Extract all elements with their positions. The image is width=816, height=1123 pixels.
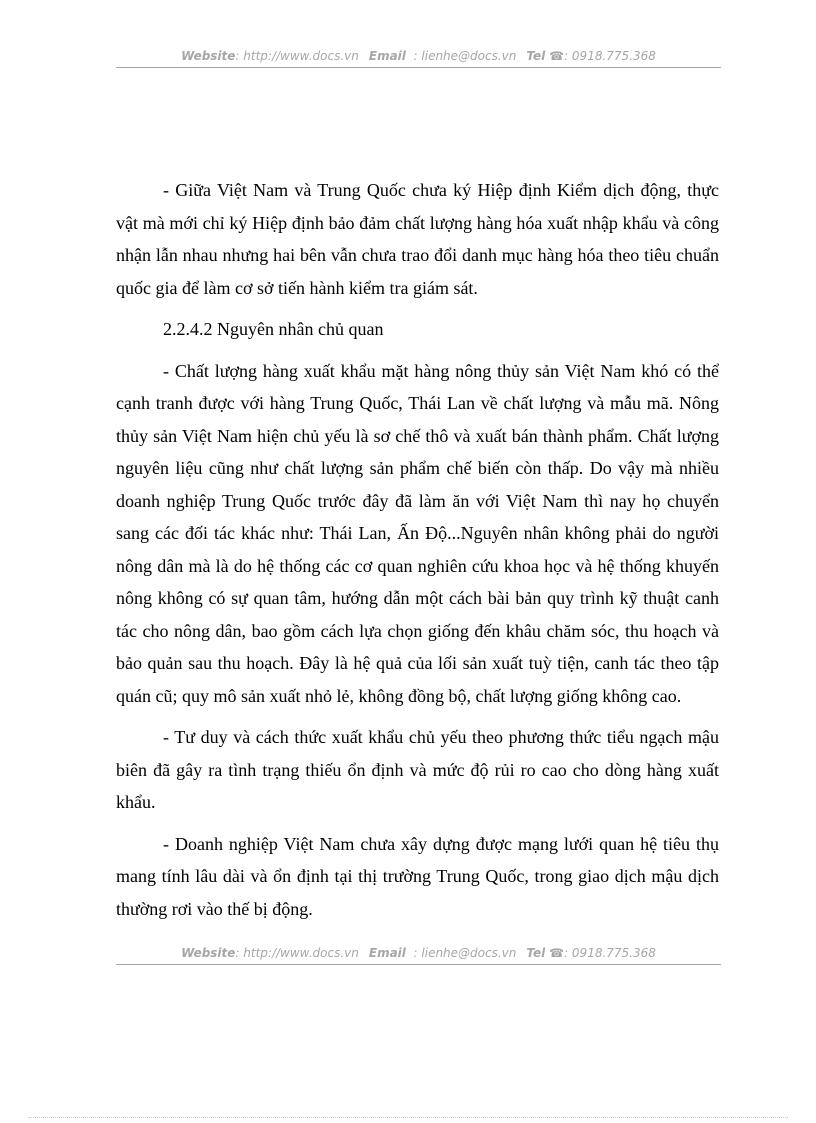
page-header xyxy=(116,47,721,68)
paragraph-4: - Doanh nghiệp Việt Nam chưa xây dựng được mạng lưới quan hệ tiêu thụ mang tính lâu dài và ổn định tại thị trường Trung Quốc, trong giao dịch mậu dịch thường rơi vào thế bị động. xyxy=(116,833,719,919)
header-website-label: Website xyxy=(181,49,236,63)
page-bottom-border xyxy=(28,1117,788,1118)
phone-icon: ☎ xyxy=(549,49,565,63)
header-email-label: Email xyxy=(368,49,406,63)
footer-tel-label: Tel xyxy=(526,946,546,960)
document-body xyxy=(116,174,719,934)
footer-email-value: : lienhe@docs.vn xyxy=(413,946,517,960)
paragraph-2: - Chất lượng hàng xuất khẩu mặt hàng nông thủy sản Việt Nam khó có thể cạnh tranh được với hàng Trung Quốc, Thái Lan về chất lượng và mẫu mã. Nông thủy sản Việt Nam hiện chủ yếu là sơ chế thô và xuất bán thành phẩm. Chất lượng nguyên liệu cũng như chất lượng sản phẩm chế biến còn thấp. Do vậy mà nhiều doanh nghiệp Trung Quốc trước đây đã làm ăn với Việt Nam thì nay họ chuyển sang các đối tác khác như: Thái Lan, Ấn Độ...Nguyên nhân không phải do người nông dân mà là do hệ thống các cơ quan nghiên cứu khoa học và hệ thống khuyến nông không có sự quan tâm, hướng dẫn một cách bài bản quy trình kỹ thuật canh tác cho nông dân, bao gồm cách lựa chọn giống đến khâu chăm sóc, thu hoạch và bảo quản sau thu hoạch. Đây là hệ quả của lối sản xuất tuỳ tiện, canh tác theo tập quán cũ; quy mô sản xuất nhỏ lẻ, không đồng bộ, chất lượng giống không cao. xyxy=(116,360,719,706)
header-tel-value: : 0918.775.368 xyxy=(564,49,656,63)
header-website-value: : http://www.docs.vn xyxy=(235,49,359,63)
header-email-value: : lienhe@docs.vn xyxy=(413,49,517,63)
section-heading: 2.2.4.2 Nguyên nhân chủ quan xyxy=(163,319,384,339)
footer-email-label: Email xyxy=(368,946,406,960)
paragraph-3: - Tư duy và cách thức xuất khẩu chủ yếu theo phương thức tiểu ngạch mậu biên đã gây ra tình trạng thiếu ổn định và mức độ rủi ro cao cho dòng hàng xuất khẩu. xyxy=(116,727,719,812)
header-tel-label: Tel xyxy=(526,49,546,63)
footer-website-label: Website xyxy=(181,946,236,960)
phone-icon: ☎ xyxy=(549,946,565,960)
paragraph-1: - Giữa Việt Nam và Trung Quốc chưa ký Hiệp định Kiểm dịch động, thực vật mà mới chỉ ký Hiệp định bảo đảm chất lượng hàng hóa xuất nhập khẩu và công nhận lẫn nhau nhưng hai bên vẫn chưa trao đổi danh mục hàng hóa theo tiêu chuẩn quốc gia để làm cơ sở tiến hành kiểm tra giám sát. xyxy=(116,180,719,298)
footer-website-value: : http://www.docs.vn xyxy=(235,946,359,960)
footer-tel-value: : 0918.775.368 xyxy=(564,946,656,960)
page-footer xyxy=(116,944,721,965)
